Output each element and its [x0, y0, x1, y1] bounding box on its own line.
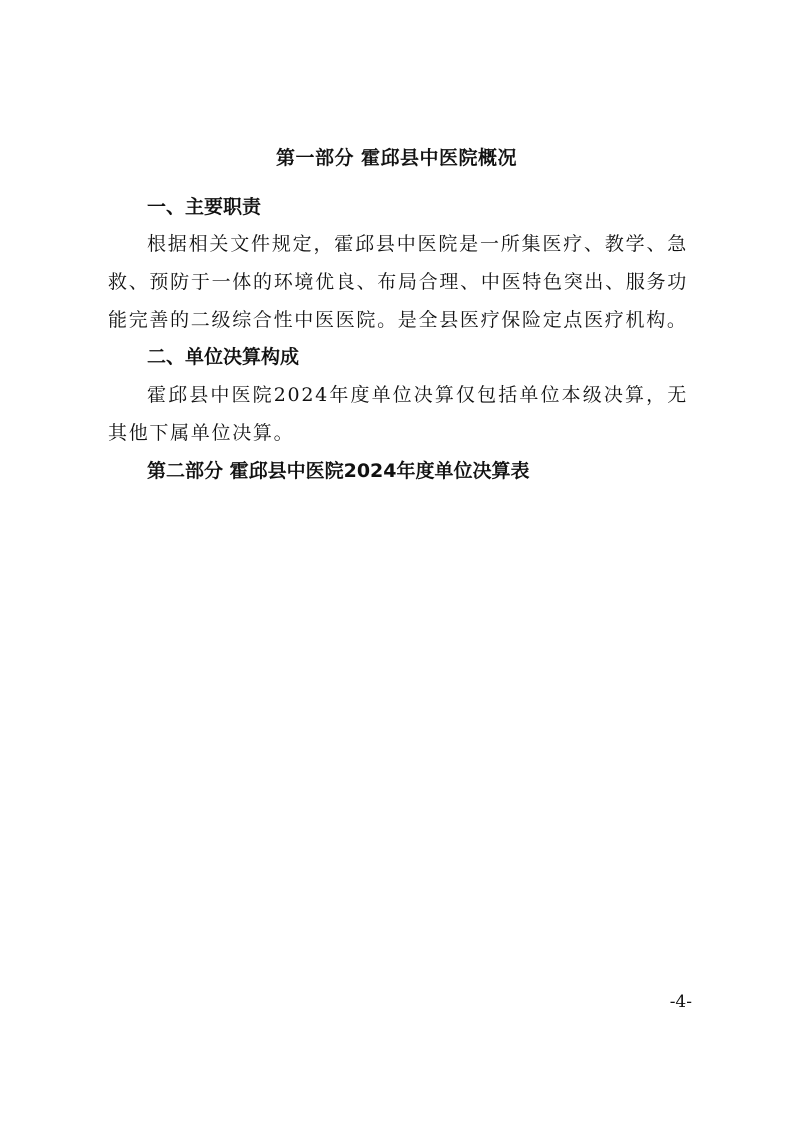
section-heading-unit-composition: 二、单位决算构成: [147, 346, 300, 368]
page-title: 第一部分 霍邱县中医院概况: [275, 147, 518, 169]
page-number: -4-: [669, 992, 692, 1012]
part2-heading: 第二部分 霍邱县中医院2024年度单位决算表: [147, 460, 530, 482]
section-body-unit-composition: 霍邱县中医院2024年度单位决算仅包括单位本级决算，无其他下属单位决算。: [108, 384, 688, 444]
section-body-main-duties: 根据相关文件规定，霍邱县中医院是一所集医疗、教学、急救、预防于一体的环境优良、布局合理、中医特色突出、服务功能完善的二级综合性中医医院。是全县医疗保险定点医疗机构。: [108, 233, 688, 331]
section-heading-main-duties: 一、主要职责: [147, 196, 262, 218]
